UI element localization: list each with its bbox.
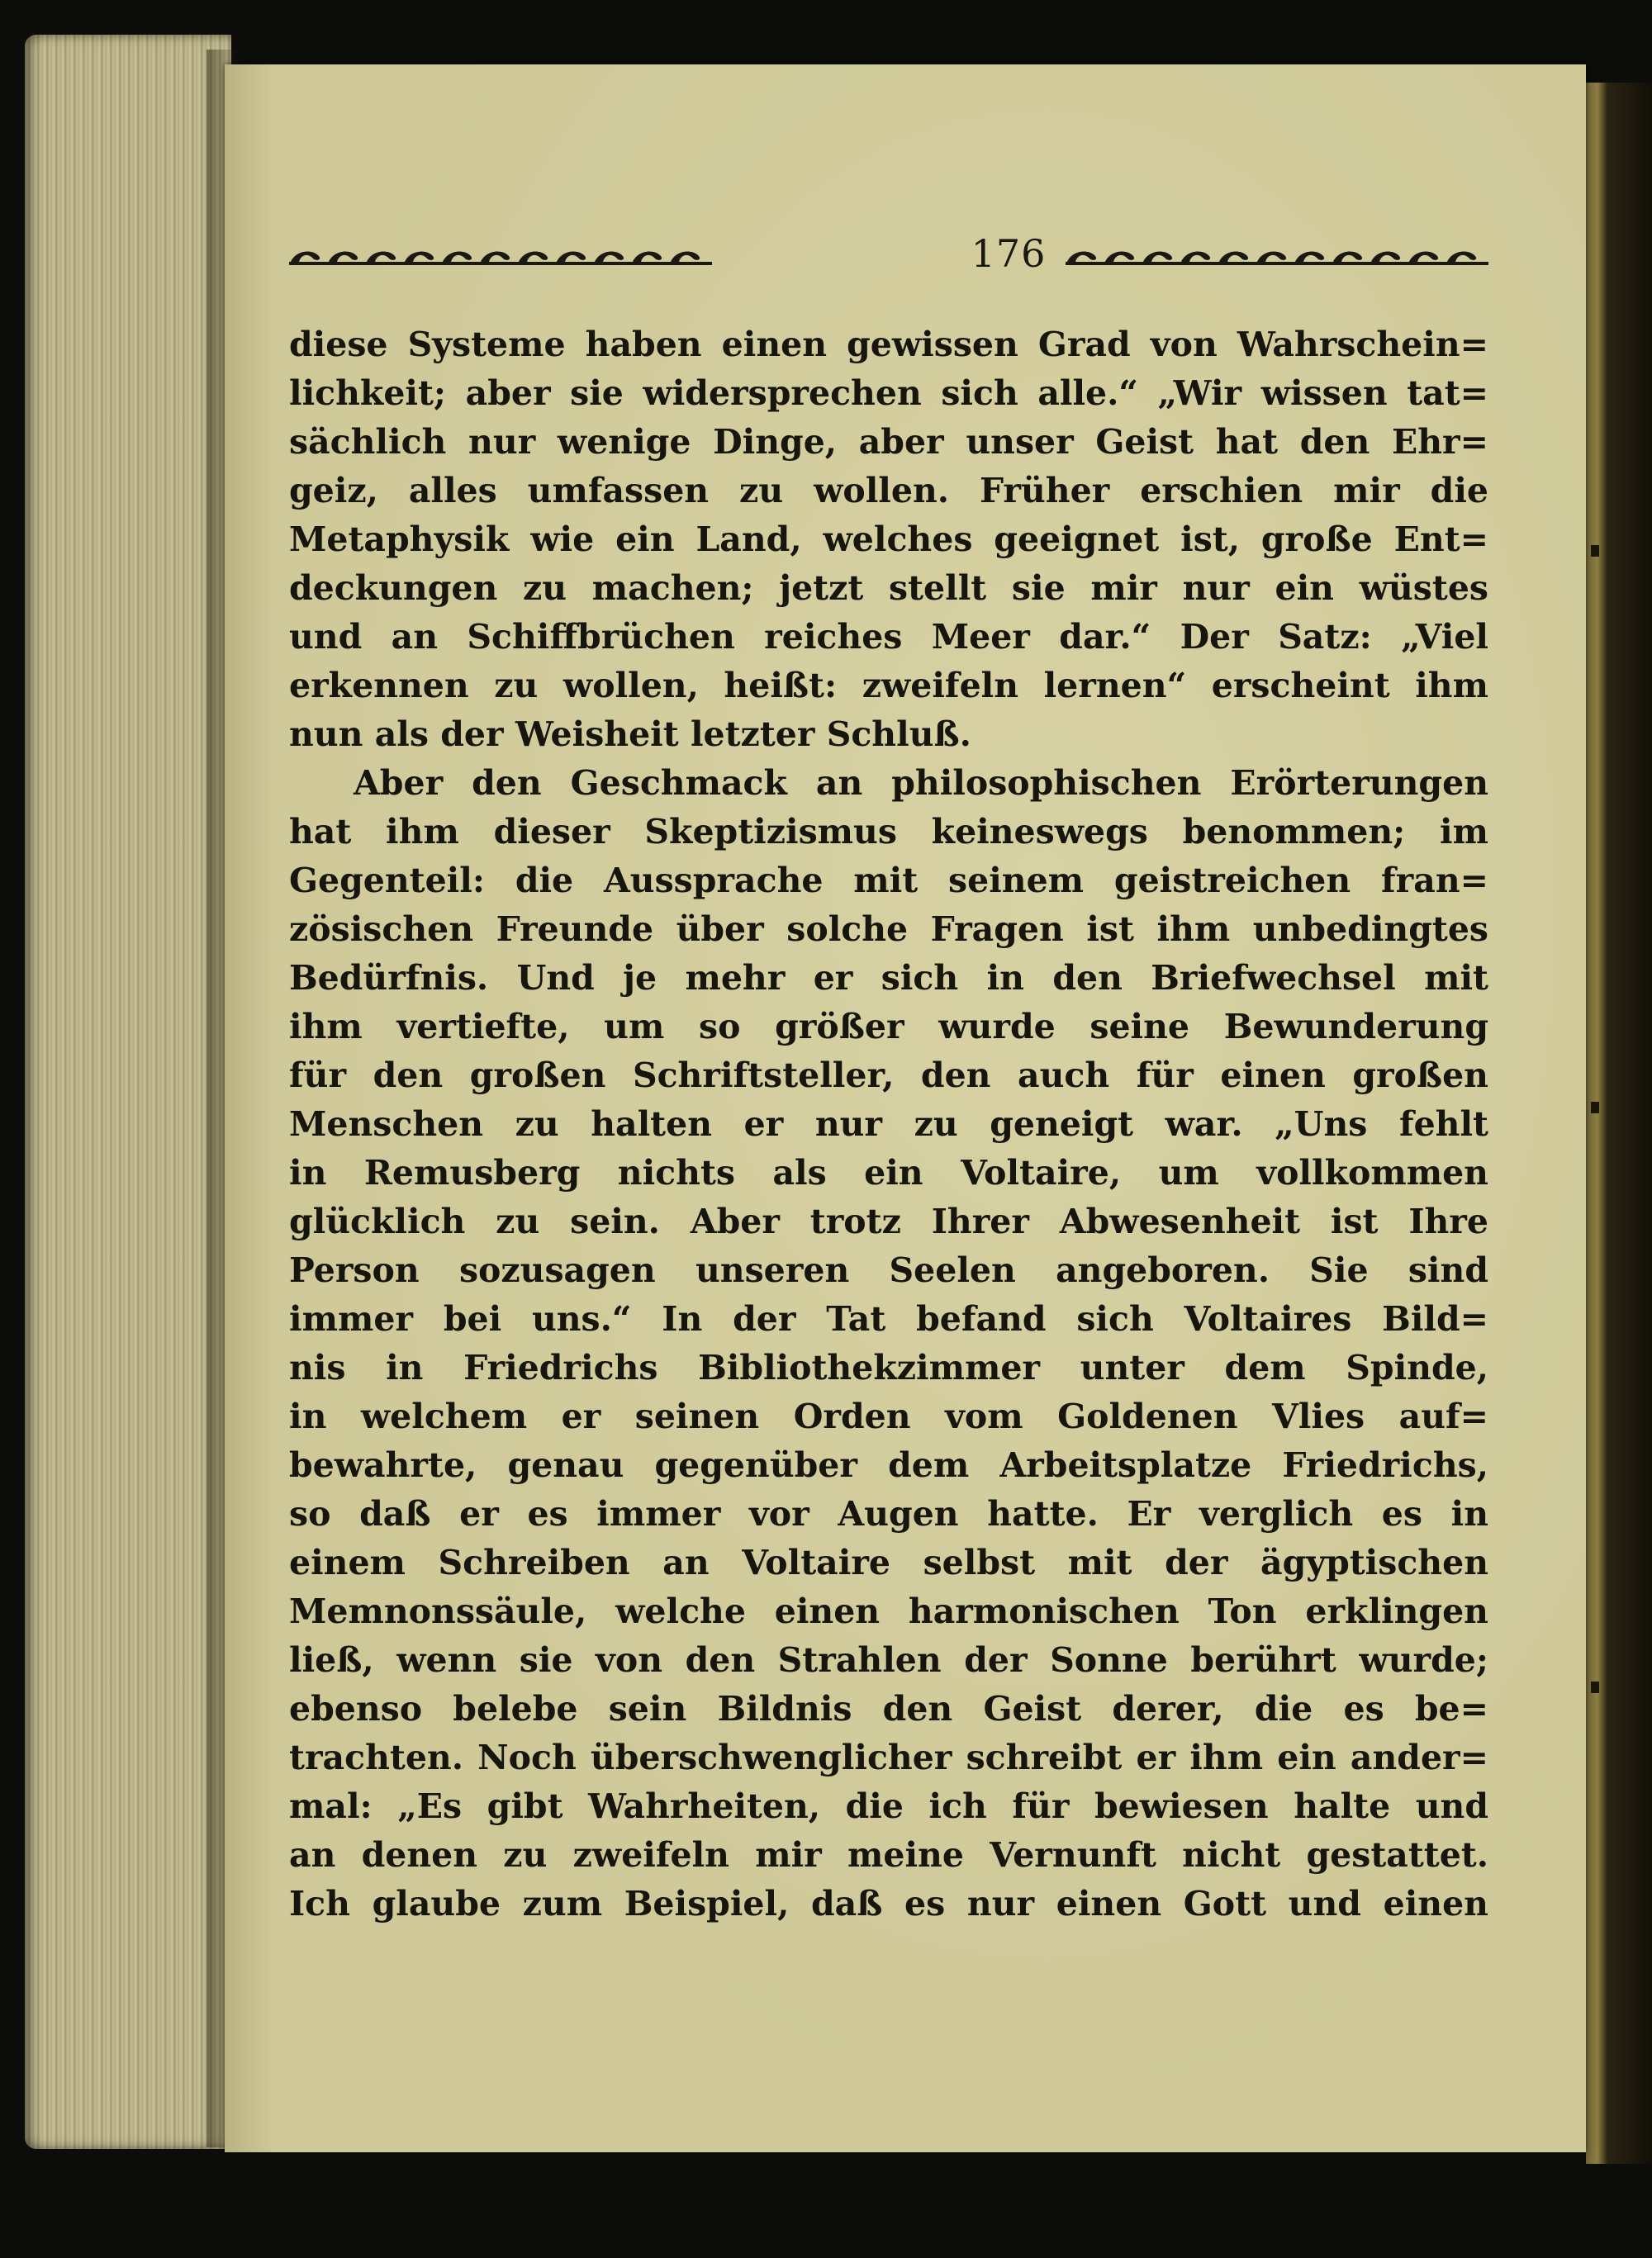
ornament-rule: [289, 262, 712, 265]
wave-scroll: [443, 252, 472, 262]
right-wave-ornament: [1066, 248, 1488, 266]
ornament-rule: [1066, 262, 1488, 265]
text-line: Gegenteil: die Aussprache mit seinem geistreichen fran=: [289, 861, 1488, 900]
wave-scroll: [671, 252, 700, 262]
text-line: sächlich nur wenige Dinge, aber unser Geist hat den Ehr=: [289, 422, 1488, 462]
text-line: in Remusberg nichts als ein Voltaire, um vollkommen: [289, 1153, 1488, 1193]
text-line: einem Schreiben an Voltaire selbst mit der ägyptischen: [289, 1543, 1488, 1582]
page-stack-edges: [25, 35, 231, 2149]
body-text: [289, 320, 1488, 1928]
text-line: diese Systeme haben einen gewissen Grad von Wahrschein=: [289, 325, 1488, 364]
text-line: glücklich zu sein. Aber trotz Ihrer Abwesenheit ist Ihre: [289, 1202, 1488, 1241]
text-line: hat ihm dieser Skeptizismus keineswegs benommen; im: [289, 812, 1488, 851]
text-line: so daß er es immer vor Augen hatte. Er verglich es in: [289, 1494, 1488, 1534]
text-line: ihm vertiefte, um so größer wurde seine Bewunderung: [289, 1007, 1488, 1046]
text-line: ließ, wenn sie von den Strahlen der Sonne berührt wurde;: [289, 1640, 1488, 1680]
page-header: [289, 231, 1488, 281]
text-line: Metaphysik wie ein Land, welches geeignet ist, große Ent=: [289, 519, 1488, 559]
text-line: Aber den Geschmack an philosophischen Erörterungen: [354, 763, 1488, 803]
text-line: an denen zu zweifeln mir meine Vernunft nicht gestattet.: [289, 1835, 1488, 1875]
text-line: Menschen zu halten er nur zu geneigt war. „Uns fehlt: [289, 1104, 1488, 1144]
wave-scroll: [1257, 252, 1286, 262]
wave-scroll: [481, 252, 510, 262]
wave-scroll: [1105, 252, 1134, 262]
text-line: trachten. Noch überschwenglicher schreibt er ihm ein ander=: [289, 1738, 1488, 1777]
page-number: 176: [971, 231, 1047, 276]
text-line: Bedürfnis. Und je mehr er sich in den Briefwechsel mit: [289, 958, 1488, 998]
text-line: erkennen zu wollen, heißt: zweifeln lernen“ erscheint ihm: [289, 666, 1488, 705]
ornament-waves: [1067, 252, 1476, 262]
wave-scroll: [1447, 252, 1476, 262]
edge-mark: [1591, 1682, 1599, 1693]
text-line: in welchem er seinen Orden vom Goldenen Vlies auf=: [289, 1397, 1488, 1436]
text-line: Ich glaube zum Beispiel, daß es nur einen Gott und einen: [289, 1884, 1488, 1924]
wave-scroll: [519, 252, 548, 262]
edge-mark: [1591, 545, 1599, 557]
edge-mark: [1591, 1102, 1599, 1113]
text-line: Person sozusagen unseren Seelen angeboren. Sie sind: [289, 1250, 1488, 1290]
text-line: mal: „Es gibt Wahrheiten, die ich für bewiesen halte und: [289, 1786, 1488, 1826]
text-line: bewahrte, genau gegenüber dem Arbeitsplatze Friedrichs,: [289, 1445, 1488, 1485]
text-line: zösischen Freunde über solche Fragen ist ihm unbedingtes: [289, 909, 1488, 949]
wave-scroll: [595, 252, 624, 262]
text-line: für den großen Schriftsteller, den auch für einen großen: [289, 1055, 1488, 1095]
ornament-waves: [291, 252, 700, 262]
text-line: immer bei uns.“ In der Tat befand sich Voltaires Bild=: [289, 1299, 1488, 1339]
wave-scroll: [633, 252, 662, 262]
wave-scroll: [291, 252, 320, 262]
text-line: geiz, alles umfassen zu wollen. Früher erschien mir die: [289, 471, 1488, 510]
wave-scroll: [557, 252, 586, 262]
wave-scroll: [405, 252, 434, 262]
text-line: nun als der Weisheit letzter Schluß.: [289, 714, 971, 754]
wave-scroll: [367, 252, 396, 262]
wave-scroll: [1143, 252, 1172, 262]
text-line: lichkeit; aber sie widersprechen sich alle.“ „Wir wissen tat=: [289, 373, 1488, 413]
text-line: ebenso belebe sein Bildnis den Geist derer, die es be=: [289, 1689, 1488, 1729]
wave-scroll: [1067, 252, 1096, 262]
wave-scroll: [1371, 252, 1400, 262]
text-line: deckungen zu machen; jetzt stellt sie mir nur ein wüstes: [289, 568, 1488, 608]
text-line: nis in Friedrichs Bibliothekzimmer unter dem Spinde,: [289, 1348, 1488, 1388]
text-line: und an Schiffbrüchen reiches Meer dar.“ Der Satz: „Viel: [289, 617, 1488, 657]
wave-scroll: [1409, 252, 1438, 262]
wave-scroll: [1333, 252, 1362, 262]
left-wave-ornament: [289, 248, 712, 266]
wave-scroll: [1219, 252, 1248, 262]
wave-scroll: [329, 252, 358, 262]
wave-scroll: [1181, 252, 1210, 262]
wave-scroll: [1295, 252, 1324, 262]
text-line: Memnonssäule, welche einen harmonischen Ton erklingen: [289, 1592, 1488, 1631]
right-cover-edge: [1586, 83, 1652, 2164]
